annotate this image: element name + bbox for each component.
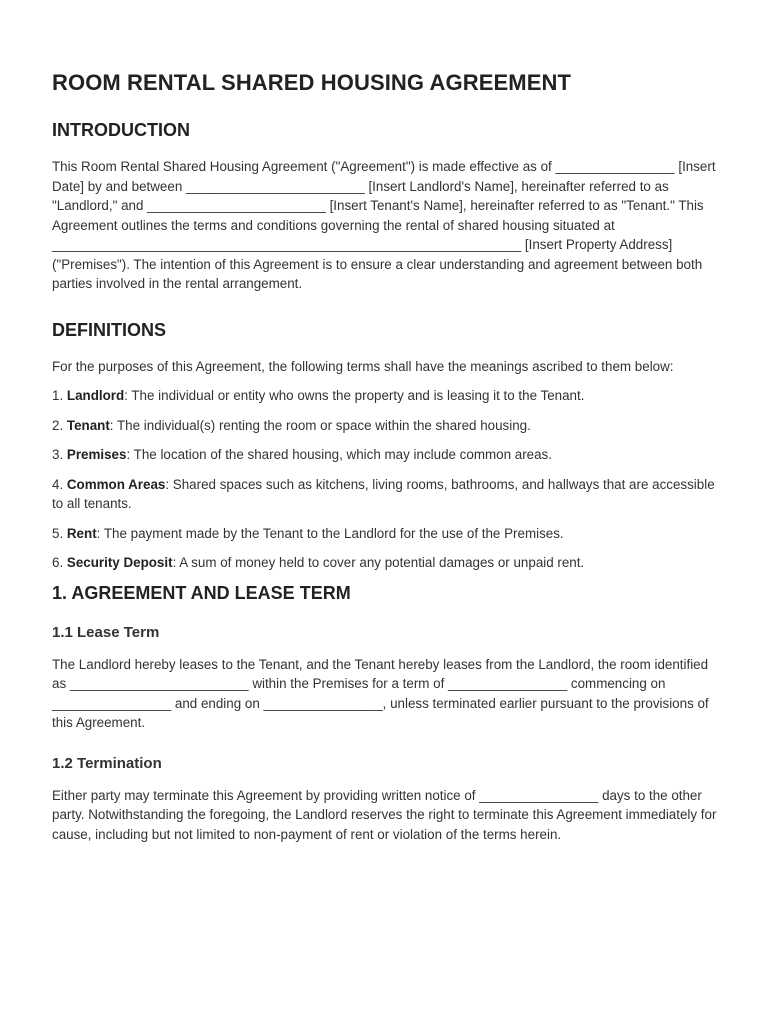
- definition-item: [52, 475, 722, 514]
- definition-item: [52, 386, 722, 406]
- document-title: ROOM RENTAL SHARED HOUSING AGREEMENT: [52, 70, 571, 95]
- definition-term: Rent: [66, 525, 97, 541]
- definitions-intro: For the purposes of this Agreement, the following terms shall have the meanings ascribed to them below:: [52, 358, 674, 374]
- definition-number: 6.: [52, 555, 67, 570]
- definition-number: 1.: [52, 388, 67, 403]
- section-1-heading: 1. AGREEMENT AND LEASE TERM: [52, 582, 351, 603]
- definition-item: [52, 524, 722, 544]
- definition-text: : Shared spaces such as kitchens, living rooms, bathrooms, and hallways that are accessible to all tenants.: [52, 476, 715, 511]
- lease-term-paragraph: The Landlord hereby leases to the Tenant, and the Tenant hereby leases from the Landlord, the room identified as ________________________ within the Premises for a term of ________________ commencing on ________________ and ending on ________________, unless terminated earlier pursuant to the provisions of this Agreement.: [52, 656, 709, 730]
- document-page: [52, 70, 722, 844]
- definition-number: 5.: [52, 525, 67, 541]
- introduction-heading: INTRODUCTION: [52, 120, 190, 140]
- definition-text: : The payment made by the Tenant to the Landlord for the use of the Premises.: [96, 525, 564, 541]
- definition-term: Security Deposit: [66, 555, 173, 570]
- definition-number: 2.: [52, 417, 67, 433]
- definition-number: 4.: [52, 476, 67, 492]
- definition-term: Tenant: [66, 417, 110, 433]
- lease-term-heading: 1.1 Lease Term: [52, 623, 160, 641]
- definition-term: Landlord: [66, 388, 125, 403]
- definition-term: Common Areas: [66, 476, 166, 492]
- termination-heading: 1.2 Termination: [52, 754, 162, 772]
- definition-number: 3.: [52, 447, 67, 462]
- definition-text: : The location of the shared housing, which may include common areas.: [126, 447, 552, 462]
- termination-paragraph: Either party may terminate this Agreement by providing written notice of ________________ days to the other party. Notwithstanding the foregoing, the Landlord reserves the right to terminate this Agreement immediately for cause, including but not limited to non-payment of rent or violation of the terms herein.: [52, 787, 717, 842]
- definitions-heading: DEFINITIONS: [52, 319, 167, 340]
- definition-text: : A sum of money held to cover any potential damages or unpaid rent.: [172, 555, 585, 570]
- definition-item: [52, 445, 722, 465]
- definition-text: : The individual(s) renting the room or space within the shared housing.: [109, 417, 531, 433]
- definition-item: [52, 553, 722, 573]
- introduction-paragraph: This Room Rental Shared Housing Agreement ("Agreement") is made effective as of ________________ [Insert Date] by and between ________________________ [Insert Landlord's Name], hereinafter referred to as "Landlord," and ________________________ [Insert Tenant's Name], hereinafter referred to as "Tenant." This Agreement outlines the terms and conditions governing the rental of shared housing situated at _______________________________________________________________ [Insert Property Address] ("Premises"). The intention of this Agreement is to ensure a clear understanding and agreement between both parties involved in the rental arrangement.: [52, 159, 716, 291]
- definition-item: [52, 416, 722, 436]
- definition-text: : The individual or entity who owns the property and is leasing it to the Tenant.: [124, 388, 585, 403]
- definition-term: Premises: [66, 447, 127, 462]
